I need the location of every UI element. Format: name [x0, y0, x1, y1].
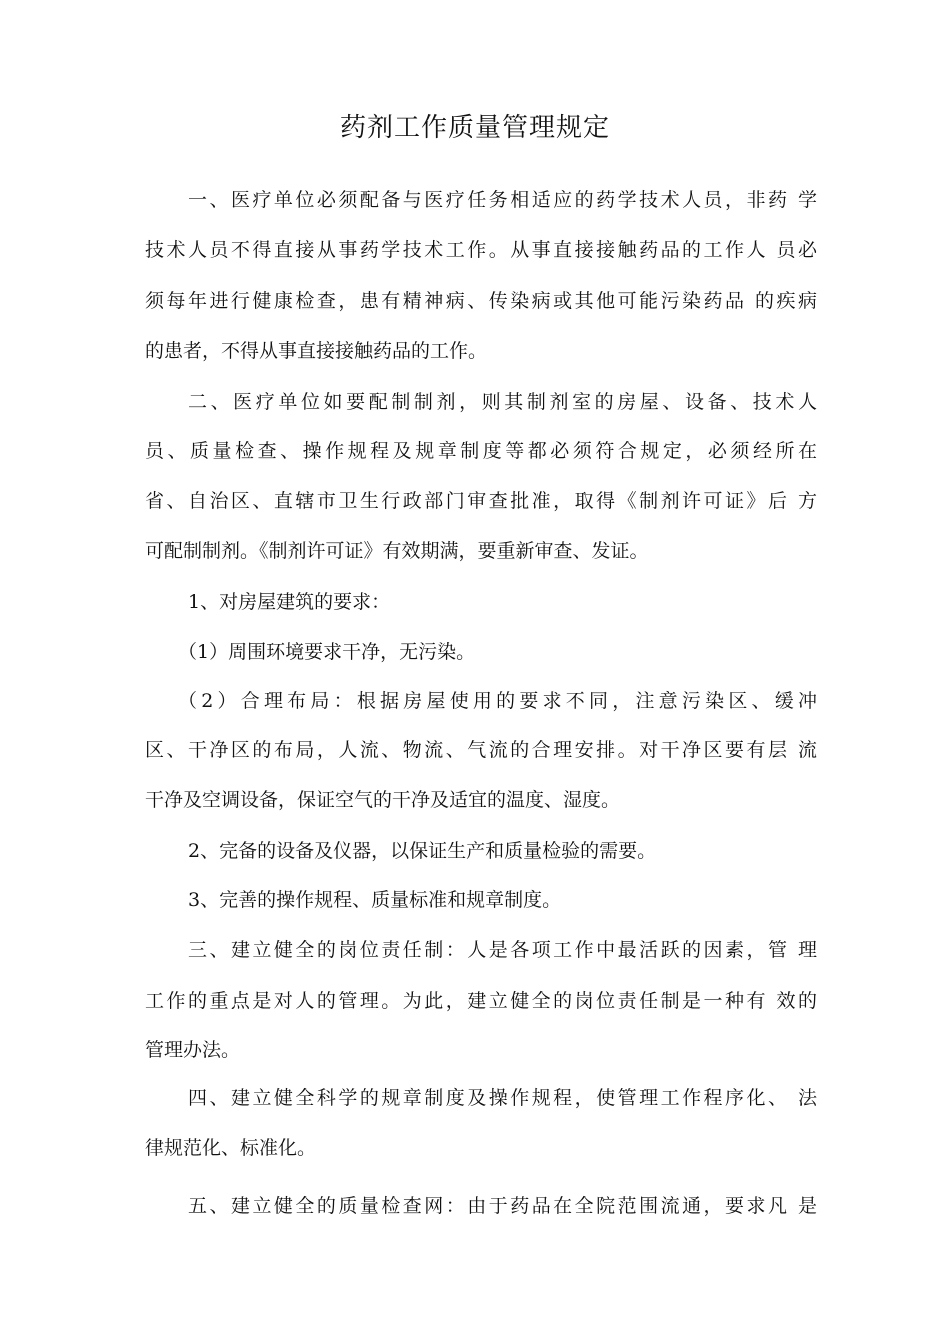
paragraph-line: 干净及空调设备，保证空气的干净及适宜的温度、湿度。: [145, 789, 621, 811]
paragraph-line: 3、完善的操作规程、质量标准和规章制度。: [188, 889, 562, 911]
paragraph-line: 须每年进行健康检查，患有精神病、传染病或其他可能污染药品 的疾病: [145, 290, 817, 312]
paragraph-line: 管理办法。: [145, 1039, 241, 1061]
paragraph-line: 二、医疗单位如要配制制剂，则其制剂室的房屋、设备、技术人: [188, 391, 817, 413]
paragraph-line: 2、完备的设备及仪器，以保证生产和质量检验的需要。: [188, 840, 657, 862]
paragraph-line: 一、医疗单位必须配备与医疗任务相适应的药学技术人员，非药 学: [188, 189, 817, 211]
paragraph-line: 五、建立健全的质量检查网：由于药品在全院范围流通，要求凡 是: [188, 1195, 817, 1217]
document-title: 药剂工作质量管理规定: [339, 113, 610, 143]
paragraph-line: 工作的重点是对人的管理。为此，建立健全的岗位责任制是一种有 效的: [145, 990, 817, 1012]
paragraph-line: （1）周围环境要求干净，无污染。: [178, 641, 476, 663]
paragraph-line: 员、质量检查、操作规程及规章制度等都必须符合规定，必须经所在: [145, 440, 817, 462]
paragraph-line: 的患者，不得从事直接接触药品的工作。: [145, 340, 488, 362]
paragraph-line: 技术人员不得直接从事药学技术工作。从事直接接触药品的工作人 员必: [145, 239, 817, 261]
paragraph-line: （2）合理布局：根据房屋使用的要求不同，注意污染区、缓冲: [178, 690, 817, 712]
paragraph-line: 省、自治区、直辖市卫生行政部门审查批准，取得《制剂许可证》后 方: [145, 490, 817, 512]
paragraph-line: 区、干净区的布局，人流、物流、气流的合理安排。对干净区要有层 流: [145, 739, 817, 761]
paragraph-line: 律规范化、标准化。: [145, 1137, 317, 1159]
paragraph-line: 三、建立健全的岗位责任制：人是各项工作中最活跃的因素，管 理: [188, 939, 817, 961]
paragraph-line: 可配制制剂。《制剂许可证》有效期满，要重新审查、发证。: [145, 540, 649, 562]
paragraph-line: 四、建立健全科学的规章制度及操作规程，使管理工作程序化、 法: [188, 1087, 817, 1109]
paragraph-line: 1、对房屋建筑的要求：: [188, 591, 391, 613]
